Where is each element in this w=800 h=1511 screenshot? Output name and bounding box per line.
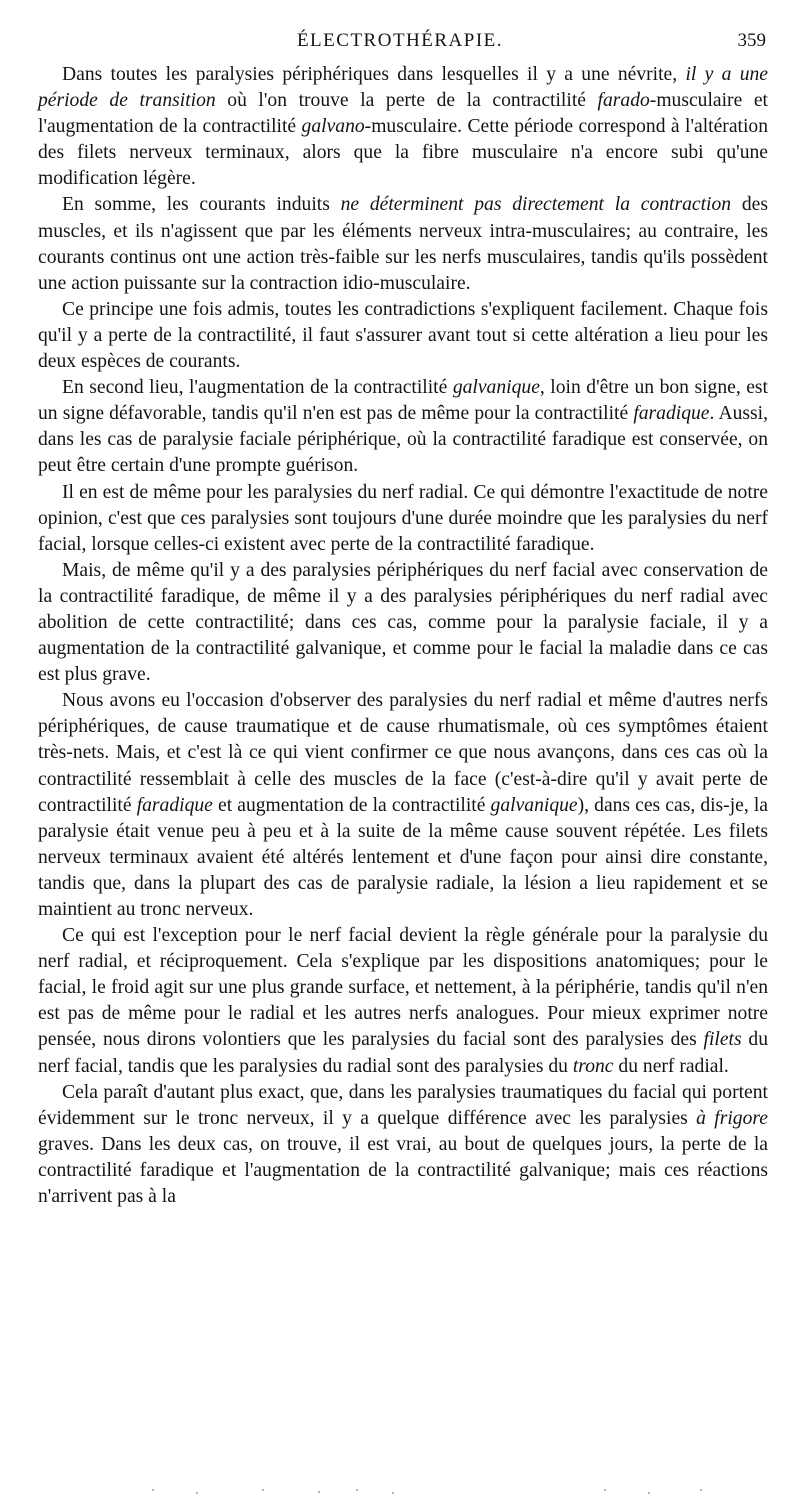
italic-run: galvanique [452, 377, 540, 399]
speck [152, 1489, 154, 1491]
text-run: En somme, les courants induits [62, 194, 341, 216]
text-run: Ce principe une fois admis, toutes les contradictions s'expliquent facilement. Chaque fois qu'il y a perte de la contractilité, il faut s'assurer avant tout si cette altération a lieu pour les deux espèces de courants. [38, 298, 768, 373]
page-specks [0, 1471, 800, 1511]
text-run: En second lieu, l'augmentation de la contractilité [62, 377, 453, 399]
text-run: du nerf facial, tandis que les paralysies du radial sont des paralysies du [38, 1029, 769, 1077]
speck [262, 1489, 264, 1491]
text-run: Mais, de même qu'il y a des paralysies périphériques du nerf facial avec conservation de la contractilité faradique, de même il y a des paralysies périphériques du nerf radial avec abolition de cette contractilité; dans ces cas, comme pour la paralysie faciale, il y a augmentation de la contractilité galvanique, et comme pour le facial la maladie dans ce cas est plus grave. [38, 559, 768, 686]
italic-run: filets [703, 1029, 742, 1051]
italic-run: tronc [572, 1055, 614, 1077]
paragraph [38, 192, 768, 296]
speck [356, 1489, 358, 1491]
paragraph [38, 558, 768, 688]
italic-run: galvano [301, 116, 365, 138]
paragraph [38, 375, 768, 479]
italic-run: galvanique [490, 794, 578, 816]
text-run: Nous avons eu l'occasion d'observer des paralysies du nerf radial et même d'autres nerfs périphériques, de cause traumatique et de cause rhumatismale, où ces symptômes étaient très-nets. Mais, et c'est là ce qui vient confirmer ce que nous avançons, dans ces cas où la contractilité ressemblait à celle des muscles de la face (c'est-à-dire qu'il y avait perte de contractilité [38, 690, 768, 816]
text-run: , loin d'être un bon signe, est un signe défavorable, tandis qu'il n'en est pas de même pour la contractilité [38, 377, 768, 425]
text-run: ), dans ces cas, dis-je, la paralysie était venue peu à peu et à la suite de la même cause souvent répétée. Les filets nerveux terminaux avaient été altérés lentement et d'une façon pour ainsi dire constante, tandis que, dans la plupart des cas de paralysie radiale, la lésion a lieu rapidement et se maintient au tronc nerveux. [38, 794, 769, 920]
text-run: et augmentation de la contractilité [212, 794, 491, 816]
text-run: . Aussi, dans les cas de paralysie faciale périphérique, où la contractilité faradique est conservée, on peut être certain d'une prompte guérison. [38, 403, 768, 477]
paragraph [38, 62, 768, 192]
text-run: Cela paraît d'autant plus exact, que, dans les paralysies traumatiques du facial qui portent évidemment sur le tronc nerveux, il y a quelque différence avec les paralysies [38, 1081, 768, 1129]
text-run: graves. Dans les deux cas, on trouve, il est vrai, au bout de quelques jours, la perte de la contractilité faradique et l'augmentation de la contractilité galvanique; mais ces réactions n'arrivent pas à la [38, 1133, 768, 1208]
text-run: des muscles, et ils n'agissent que par les éléments nerveux intra-musculaires; au contraire, les courants continus ont une action très-faible sur les nerfs musculaires, tandis qu'ils possèdent une action puissante sur la contraction idio-musculaire. [38, 194, 768, 294]
speck [604, 1489, 606, 1491]
text-run: -musculaire et l'augmentation de la contractilité [38, 90, 768, 138]
speck [648, 1492, 650, 1494]
body-text [38, 62, 768, 1210]
speck [392, 1492, 394, 1494]
italic-run: ne déterminent pas directement la contraction [340, 194, 732, 216]
text-run: Ce qui est l'exception pour le nerf facial devient la règle générale pour la paralysie du nerf radial, et réciproquement. Cela s'explique par les dispositions anatomiques; pour le facial, le froid agit sur une plus grande surface, et nettement, à la périphérie, tandis qu'il n'en est pas de même pour le radial et les autres nerfs analogues. Pour mieux exprimer notre pensée, nous dirons volontiers que les paralysies du facial sont des paralysies des [38, 925, 768, 1051]
paragraph [38, 688, 768, 923]
italic-run: farado [597, 90, 650, 112]
italic-run: il y a une période de transition [38, 64, 768, 112]
paragraph [38, 480, 768, 558]
text-run: où l'on trouve la perte de la contractilité [215, 90, 598, 112]
running-title: ÉLECTROTHÉRAPIE. [296, 30, 504, 51]
running-header [0, 30, 800, 56]
paragraph [38, 923, 768, 1080]
speck [196, 1492, 198, 1494]
paragraph [38, 1080, 768, 1210]
speck [700, 1489, 702, 1491]
italic-run: à frigore [696, 1107, 768, 1129]
speck [318, 1491, 320, 1493]
text-run: -musculaire. Cette période correspond à l'altération des filets nerveux terminaux, alors que la fibre musculaire n'a encore subi qu'une modification légère. [38, 116, 769, 190]
italic-run: faradique [633, 403, 710, 425]
paragraph [38, 297, 768, 375]
text-run: Dans toutes les paralysies périphériques dans lesquelles il y a une névrite, [62, 64, 686, 85]
text-run: Il en est de même pour les paralysies du nerf radial. Ce qui démontre l'exactitude de notre opinion, c'est que ces paralysies sont toujours d'une durée moindre que les paralysies du nerf facial, lorsque celles-ci existent avec perte de la contractilité faradique. [38, 481, 768, 555]
text-run: du nerf radial. [613, 1055, 729, 1077]
italic-run: faradique [136, 794, 213, 816]
page-number: 359 [737, 30, 766, 51]
